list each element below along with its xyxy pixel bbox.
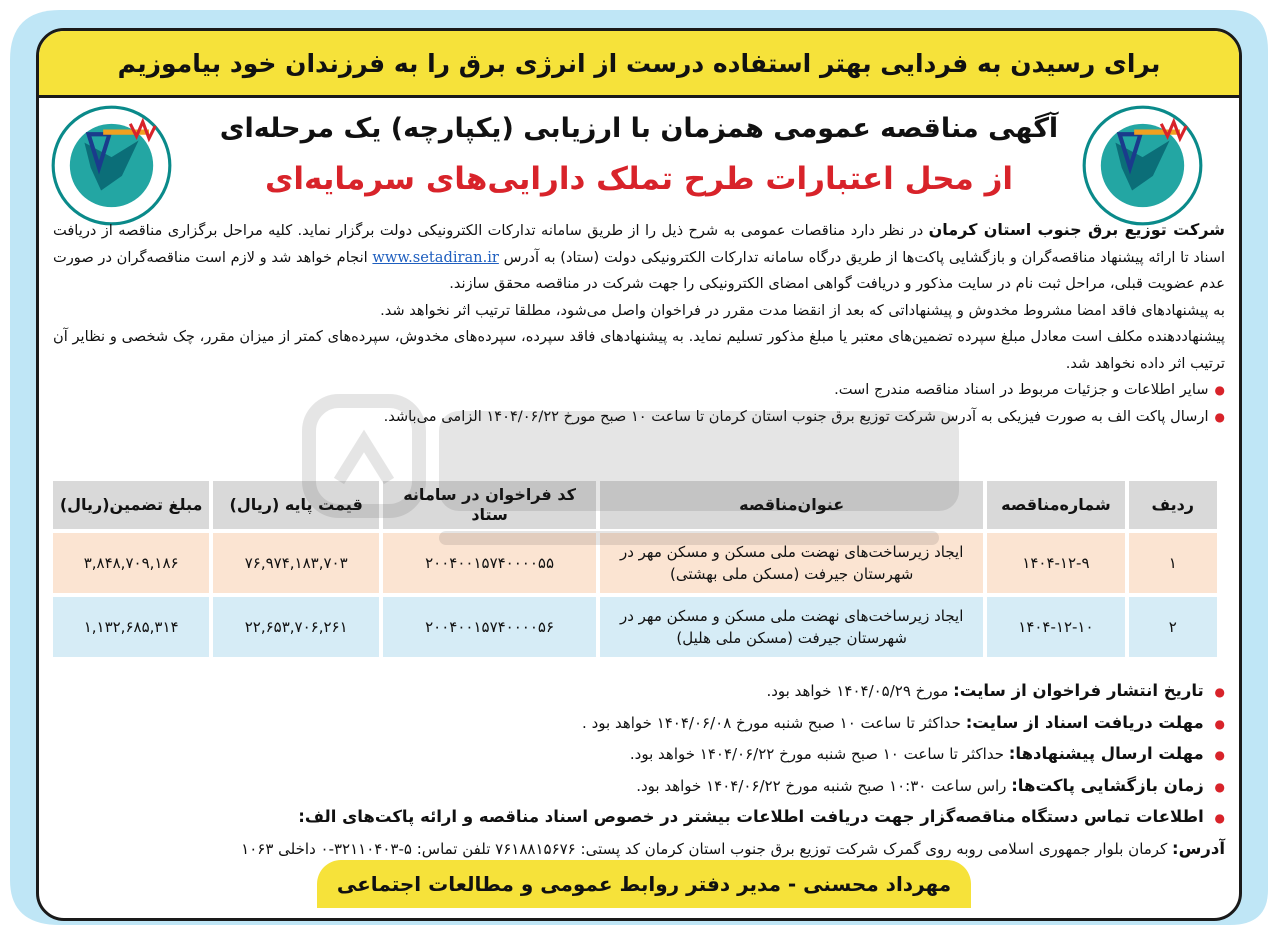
table-row [53,533,1217,593]
notice-body [53,217,1225,430]
cell-base-price: ۲۲,۶۵۳,۷۰۶,۲۶۱ [213,597,379,657]
cell-guarantee: ۳,۸۴۸,۷۰۹,۱۸۶ [53,533,209,593]
bullet-envelope-a: ● ارسال پاکت الف به صورت فیزیکی به آدرس شرکت توزیع برق جنوب استان کرمان تا ساعت ۱۰ صبح مورخ ۱۴۰۴/۰۶/۲۲ الزامی می‌باشد. [53,404,1225,431]
receive-label: مهلت دریافت اسناد از سایت: [965,712,1204,732]
cell-guarantee: ۱,۱۳۲,۶۸۵,۳۱۴ [53,597,209,657]
signature-condition: به پیشنهادهای فاقد امضا مشروط مخدوش و پیشنهاداتی که بعد از انقضا مدت مقرر در فراخوان واصل می‌شود، مطلقا ترتیب اثر نخواهد شد. [380,301,1225,319]
submit-deadline [53,739,1225,771]
open-label: زمان بازگشایی پاکت‌ها: [1011,775,1204,795]
receive-deadline [53,708,1225,740]
bullet-other-info: ● سایر اطلاعات و جزئیات مربوط در اسناد مناقصه مندرج است. [53,377,1225,404]
notice-title: آگهی مناقصه عمومی همزمان با ارزیابی (یکپارچه) یک مرحله‌ای [219,113,1059,144]
notice-frame [36,28,1242,921]
cell-base-price: ۷۶,۹۷۴,۱۸۳,۷۰۳ [213,533,379,593]
header-tender-title: عنوان‌مناقصه [600,481,983,529]
header-base-price: قیمت پایه (ریال) [213,481,379,529]
guarantee-condition: پیشنهاددهنده مکلف است معادل مبلغ سپرده تضمین‌های معتبر یا مبلغ مذکور تسلیم نماید. به پیشنهادهای فاقد سپرده، سپرده‌های مخدوش، سپرده‌های کمتر از میزان مقرر، چک شخصی و نظایر آن ترتیب اثر داده نخواهد شد. [53,328,1225,372]
cell-title: ایجاد زیرساخت‌های نهضت ملی مسکن و مسکن مهر در شهرستان جیرفت (مسکن ملی بهشتی) [600,533,983,593]
open-value: راس ساعت ۱۰:۳۰ صبح شنبه مورخ ۱۴۰۴/۰۶/۲۲ خواهد بود. [636,776,1007,795]
table-header-row [53,481,1217,529]
notice-subtitle: از محل اعتبارات طرح تملک دارایی‌های سرمایه‌ای [264,161,1014,197]
publish-date [53,676,1225,708]
cell-row: ۱ [1129,533,1217,593]
cell-row: ۲ [1129,597,1217,657]
intro-text-b: انجام خواهد شد و لازم است مناقصه‌گران در صورت عدم عضویت قبلی، مراحل ثبت نام در سایت مذکور و دریافت گواهی امضای الکترونیکی را جهت شرکت در مناقصه محقق سازند. [53,248,1225,292]
tenders-table [49,477,1221,661]
contact-label: اطلاعات تماس دستگاه مناقصه‌گزار جهت دریافت اطلاعات بیشتر در خصوص اسناد مناقصه و ارائه پاکت‌های الف: [298,807,1204,826]
header-tender-number: شماره‌مناقصه [987,481,1124,529]
header-setad-code: کد فراخوان در سامانه ستاد [383,481,596,529]
address-value: کرمان بلوار جمهوری اسلامی روبه روی گمرک شرکت توزیع برق جنوب استان کرمان کد پستی: ۷۶۱۸۸۱۵۶۷۶ تلفن تماس: ۵-۳۲۱۱۰۴۰۳-۰ داخلی ۱۰۶۳ [241,839,1168,858]
cell-code: ۲۰۰۴۰۰۱۵۷۴۰۰۰۰۵۶ [383,597,596,657]
company-logo-icon [1080,103,1205,228]
opening-time [53,771,1225,803]
submit-label: مهلت ارسال پیشنهادها: [1008,744,1204,763]
publish-label: تاریخ انتشار فراخوان از سایت: [953,681,1204,700]
cell-number: ۱۴۰۴-۱۲-۱۰ [987,597,1124,657]
contact-info [53,802,1225,834]
setadiran-link[interactable]: www.setadiran.ir [372,248,499,266]
header-row-number: ردیف [1129,481,1217,529]
cell-code: ۲۰۰۴۰۰۱۵۷۴۰۰۰۰۵۵ [383,533,596,593]
publish-value: مورخ ۱۴۰۴/۰۵/۲۹ خواهد بود. [766,682,949,700]
schedule-section [53,676,1225,864]
signature-banner: مهرداد محسنی - مدیر دفتر روابط عمومی و مطالعات اجتماعی [317,860,971,908]
cell-title: ایجاد زیرساخت‌های نهضت ملی مسکن و مسکن مهر در شهرستان جیرفت (مسکن ملی هلیل) [600,597,983,657]
intro-text-a: در نظر دارد مناقصات عمومی به شرح ذیل را از طریق سامانه تدارکات الکترونیکی دولت برگزار نماید. کلیه مراحل برگزاری مناقصه از دریافت اسناد تا ارائه پیشنهاد مناقصه‌گران و بازگشایی پاکت‌ها از طریق درگاه سامانه تدارکات الکترونیکی دولت (ستاد) به آدرس [53,222,1226,266]
table-row [53,597,1217,657]
organization-name: شرکت توزیع برق جنوب استان کرمان [928,220,1225,239]
address-label: آدرس: [1172,838,1225,858]
receive-value: حداکثر تا ساعت ۱۰ صبح شنبه مورخ ۱۴۰۴/۰۶/۰۸ خواهد بود . [582,713,961,732]
header-guarantee: مبلغ تضمین(ریال) [53,481,209,529]
company-logo-icon [49,103,174,228]
top-banner: برای رسیدن به فردایی بهتر استفاده درست از انرژی برق را به فرزندان خود بیاموزیم [39,31,1239,98]
submit-value: حداکثر تا ساعت ۱۰ صبح شنبه مورخ ۱۴۰۴/۰۶/۲۲ خواهد بود. [629,745,1004,763]
cell-number: ۱۴۰۴-۱۲-۹ [987,533,1124,593]
